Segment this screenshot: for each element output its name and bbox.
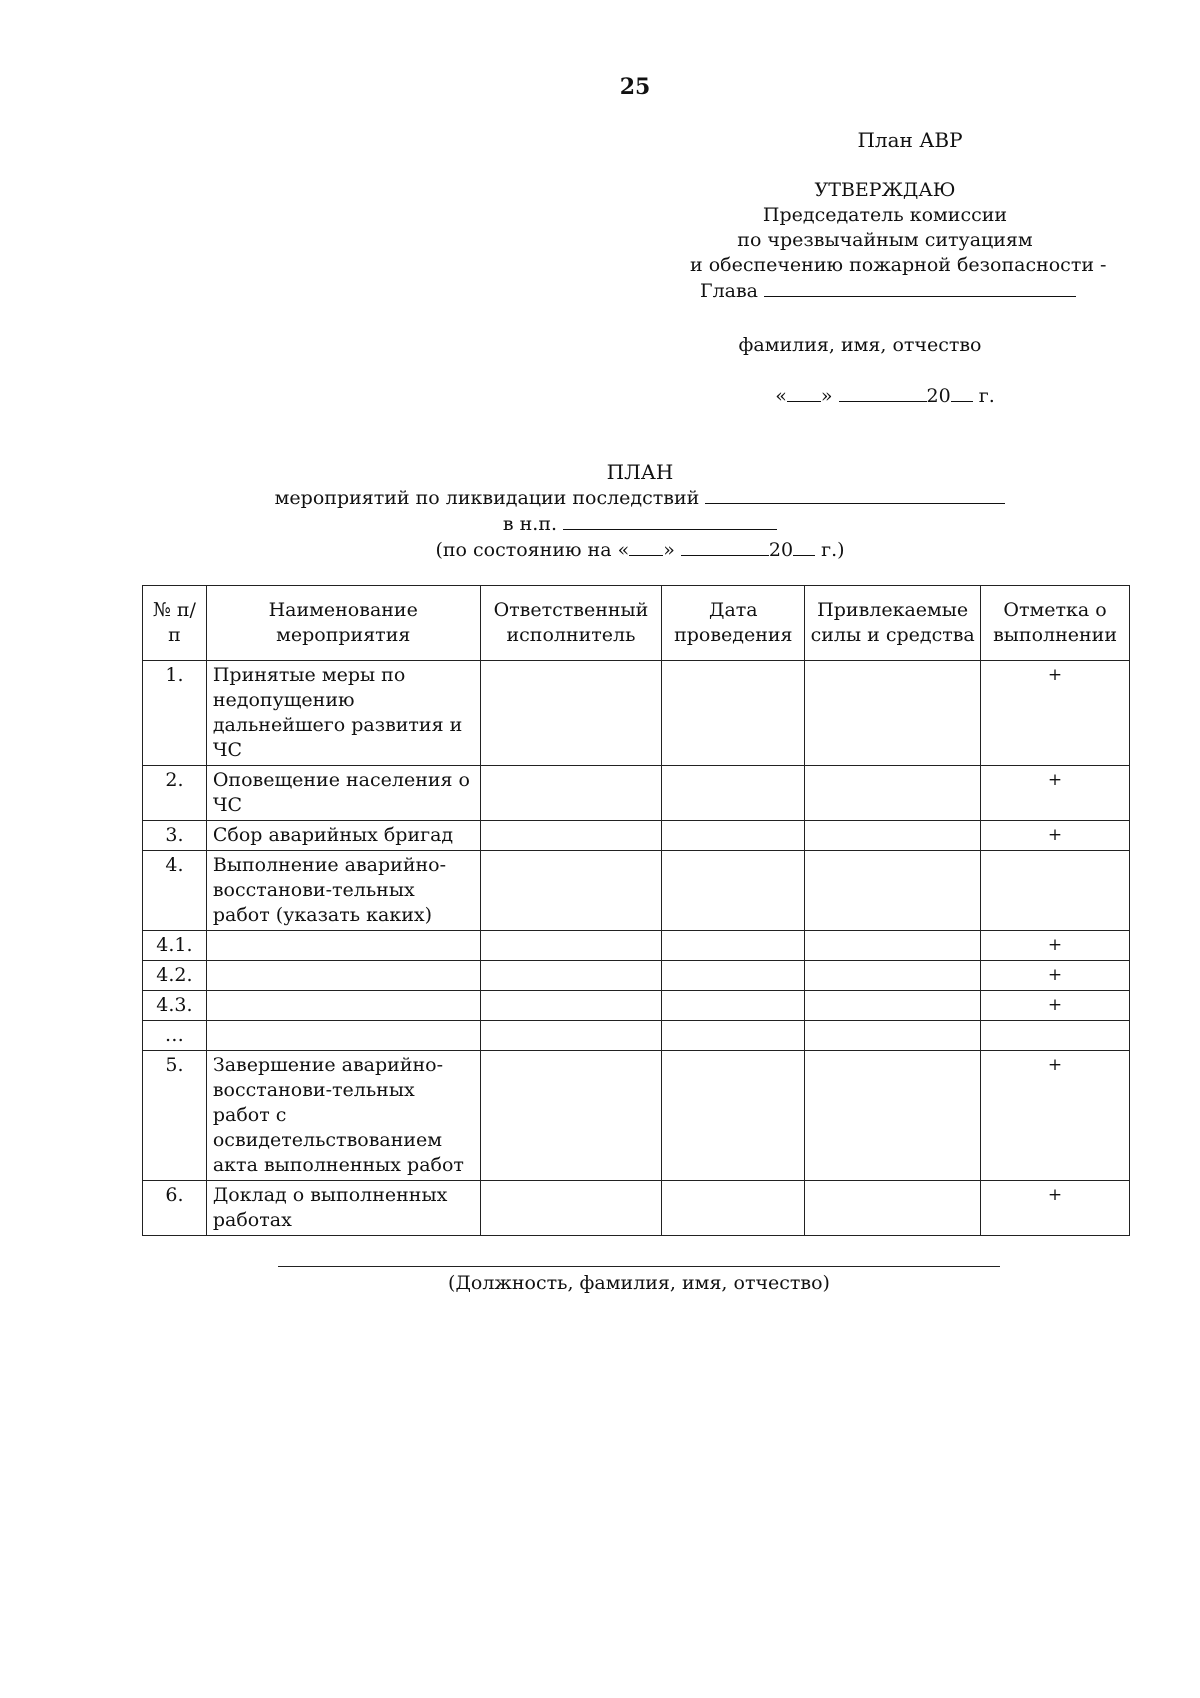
column-header-date: Дата проведения [662,586,805,661]
row-number: 4.1. [143,931,207,961]
row-responsible[interactable] [480,851,662,931]
table-row [143,821,1130,851]
table-row [143,661,1130,766]
as-of-prefix: (по состоянию на « [435,539,630,561]
consequence-blank-line[interactable] [705,485,1005,504]
signature-label: Глава [700,280,759,302]
row-resources[interactable] [805,931,981,961]
row-number: 6. [143,1181,207,1236]
row-date[interactable] [662,1181,805,1236]
row-date[interactable] [662,1021,805,1051]
table-row [143,961,1130,991]
approval-line: Председатель комиссии [762,204,1008,226]
approval-date [760,383,1010,407]
date-close-quote: » [820,385,833,407]
row-completion-mark[interactable] [981,1021,1130,1051]
row-completion-mark[interactable]: + [981,661,1130,766]
row-activity-name: Завершение аварийно-восстанови-тельных работ с освидетельствованием акта выполненных работ [206,1051,480,1181]
document-label: План АВР [857,128,963,152]
plan-subtitle-row [180,485,1100,511]
fio-caption: фамилия, имя, отчество [738,334,982,356]
locality-row [180,511,1100,537]
as-of-row [180,537,1100,563]
row-resources[interactable] [805,1181,981,1236]
row-completion-mark[interactable]: + [981,931,1130,961]
row-number: 3. [143,821,207,851]
column-header-mark: Отметка о выполнении [981,586,1130,661]
as-of-year-blank[interactable] [793,537,815,556]
plan-title: ПЛАН [606,460,674,484]
row-date[interactable] [662,1051,805,1181]
row-activity-name: Принятые меры по недопущению дальнейшего развития и ЧС [206,661,480,766]
row-responsible[interactable] [480,1021,662,1051]
row-number: 4.3. [143,991,207,1021]
date-year-prefix: 20 [926,385,951,407]
as-of-close-quote: » [663,539,675,561]
table-row [143,766,1130,821]
as-of-suffix: г.) [821,539,845,561]
row-responsible[interactable] [480,821,662,851]
row-activity-name[interactable] [206,961,480,991]
row-date[interactable] [662,821,805,851]
row-completion-mark[interactable]: + [981,766,1130,821]
row-activity-name: Выполнение аварийно-восстанови-тельных работ (указать каких) [206,851,480,931]
row-resources[interactable] [805,991,981,1021]
footer-caption: (Должность, фамилия, имя, отчество) [448,1272,830,1294]
date-day-blank[interactable] [787,383,821,402]
table-header-row [143,586,1130,661]
signature-blank-line[interactable] [764,278,1076,297]
approval-line: и обеспечению пожарной безопасности - [690,254,1107,276]
row-resources[interactable] [805,851,981,931]
table-row [143,1181,1130,1236]
row-activity-name[interactable] [206,931,480,961]
row-responsible[interactable] [480,931,662,961]
column-header-resources: Привлекаемые силы и средства [805,586,981,661]
row-number: 4. [143,851,207,931]
locality-label: в н.п. [502,513,558,535]
date-open-quote: « [775,385,787,407]
row-number: 1. [143,661,207,766]
table-row [143,1051,1130,1181]
approval-line: по чрезвычайным ситуациям [737,229,1033,251]
row-completion-mark[interactable]: + [981,961,1130,991]
date-month-blank[interactable] [839,383,927,402]
row-responsible[interactable] [480,1181,662,1236]
row-completion-mark[interactable]: + [981,1051,1130,1181]
row-responsible[interactable] [480,991,662,1021]
row-responsible[interactable] [480,661,662,766]
signature-footer-line[interactable] [278,1266,1000,1267]
column-header-name: Наименование мероприятия [206,586,480,661]
row-date[interactable] [662,961,805,991]
date-year-suffix: г. [978,385,995,407]
row-number: … [143,1021,207,1051]
date-year-blank[interactable] [951,383,973,402]
row-resources[interactable] [805,1051,981,1181]
row-date[interactable] [662,766,805,821]
row-activity-name[interactable] [206,1021,480,1051]
row-responsible[interactable] [480,766,662,821]
table-row [143,851,1130,931]
row-date[interactable] [662,851,805,931]
row-resources[interactable] [805,821,981,851]
row-resources[interactable] [805,961,981,991]
row-completion-mark[interactable]: + [981,821,1130,851]
as-of-day-blank[interactable] [629,537,663,556]
table-row [143,931,1130,961]
row-date[interactable] [662,991,805,1021]
row-resources[interactable] [805,661,981,766]
row-completion-mark[interactable]: + [981,991,1130,1021]
row-completion-mark[interactable] [981,851,1130,931]
as-of-year-prefix: 20 [768,539,794,561]
approval-block [690,178,1107,304]
row-date[interactable] [662,931,805,961]
row-number: 5. [143,1051,207,1181]
plan-header [180,460,1100,563]
page-number: 25 [619,74,651,100]
plan-subtitle: мероприятий по ликвидации последствий [274,487,700,509]
row-completion-mark[interactable]: + [981,1181,1130,1236]
row-responsible[interactable] [480,1051,662,1181]
row-number: 4.2. [143,961,207,991]
table-row [143,991,1130,1021]
row-activity-name: Оповещение населения о ЧС [206,766,480,821]
row-activity-name[interactable] [206,991,480,1021]
column-header-responsible: Ответственный исполнитель [480,586,662,661]
approval-title: УТВЕРЖДАЮ [814,179,956,201]
plan-table [142,585,1130,1236]
row-number: 2. [143,766,207,821]
row-activity-name: Сбор аварийных бригад [206,821,480,851]
table-row [143,1021,1130,1051]
as-of-month-blank[interactable] [681,537,769,556]
row-date[interactable] [662,661,805,766]
row-resources[interactable] [805,1021,981,1051]
locality-blank-line[interactable] [563,511,777,530]
signature-row [690,278,1080,304]
row-responsible[interactable] [480,961,662,991]
column-header-number: № п/п [143,586,207,661]
row-resources[interactable] [805,766,981,821]
row-activity-name: Доклад о выполненных работах [206,1181,480,1236]
